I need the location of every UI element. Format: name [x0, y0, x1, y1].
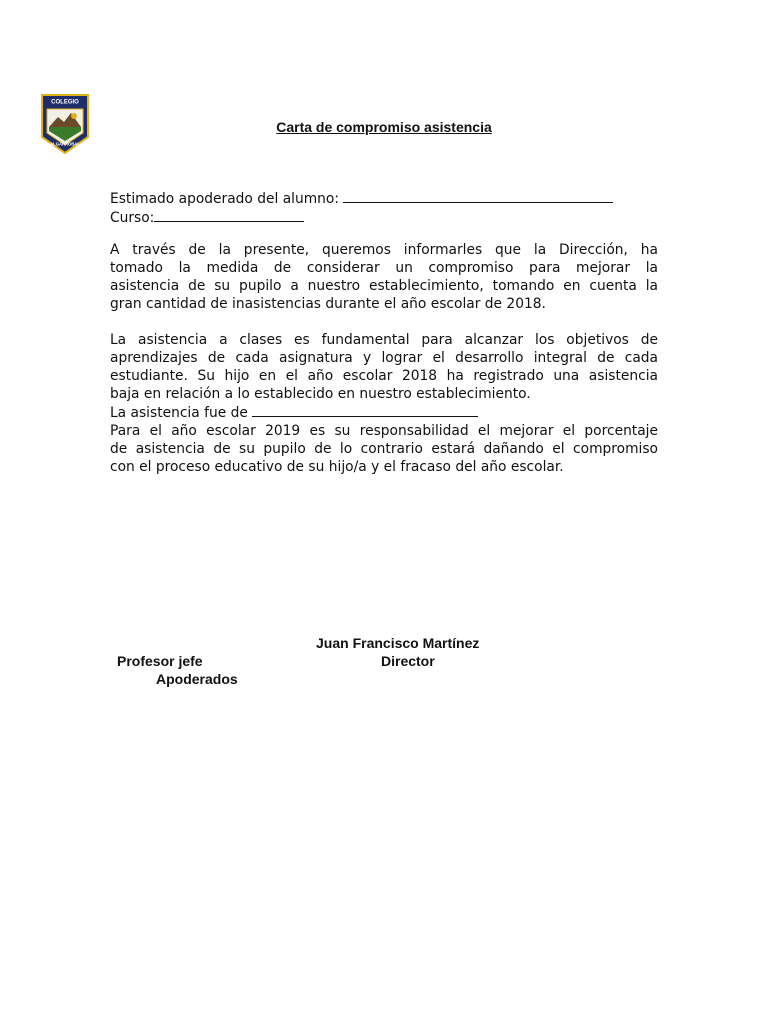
paragraph-line: La asistencia a clases es fundamental para alcanzar los objetivos de	[110, 332, 658, 348]
letter-title-container	[0, 118, 768, 136]
paragraph-line: asistencia de su pupilo a nuestro establecimiento, tomando en cuenta la	[110, 278, 658, 294]
logo-bottom-text: ALGARROBAL	[50, 141, 80, 147]
paragraph-line: gran cantidad de inasistencias durante el año escolar de 2018.	[110, 296, 546, 312]
attendance-label: La asistencia fue de	[110, 405, 248, 421]
logo-top-text: COLEGIO	[51, 99, 79, 106]
paragraph-line: de asistencia de su pupilo de lo contrario estará dañando el compromiso	[110, 441, 658, 457]
letter-title: Carta de compromiso asistencia	[276, 119, 492, 135]
attendance-line	[110, 403, 658, 422]
paragraph-line: aprendizajes de cada asignatura y lograr el desarrollo integral de cada	[110, 350, 658, 366]
director-name: Juan Francisco Martínez	[316, 635, 480, 651]
apoderados-label: Apoderados	[156, 671, 238, 687]
curso-blank[interactable]	[154, 208, 304, 222]
paragraph-line: estudiante. Su hijo en el año escolar 2018 ha registrado una asistencia	[110, 368, 658, 384]
paragraph-line: tomado la medida de considerar un compromiso para mejorar la	[110, 260, 658, 276]
paragraph-line: Para el año escolar 2019 es su responsabilidad el mejorar el porcentaje	[110, 423, 658, 439]
curso-label: Curso:	[110, 210, 155, 226]
recipient-fields	[110, 189, 658, 227]
apoderado-line	[110, 189, 658, 208]
director-title: Director	[381, 653, 435, 669]
curso-line	[110, 208, 658, 227]
paragraph-line: con el proceso educativo de su hijo/a y el fracaso del año escolar.	[110, 459, 564, 475]
paragraph-line: A través de la presente, queremos informarles que la Dirección, ha	[110, 242, 658, 258]
profesor-jefe-label: Profesor jefe	[117, 653, 203, 669]
attendance-blank[interactable]	[252, 403, 478, 417]
student-name-blank[interactable]	[343, 189, 613, 203]
apoderado-label: Estimado apoderado del alumno:	[110, 191, 340, 207]
paragraph-line: baja en relación a lo establecido en nuestro establecimiento.	[110, 386, 531, 402]
paragraph-1	[110, 241, 658, 313]
paragraph-2	[110, 331, 658, 476]
